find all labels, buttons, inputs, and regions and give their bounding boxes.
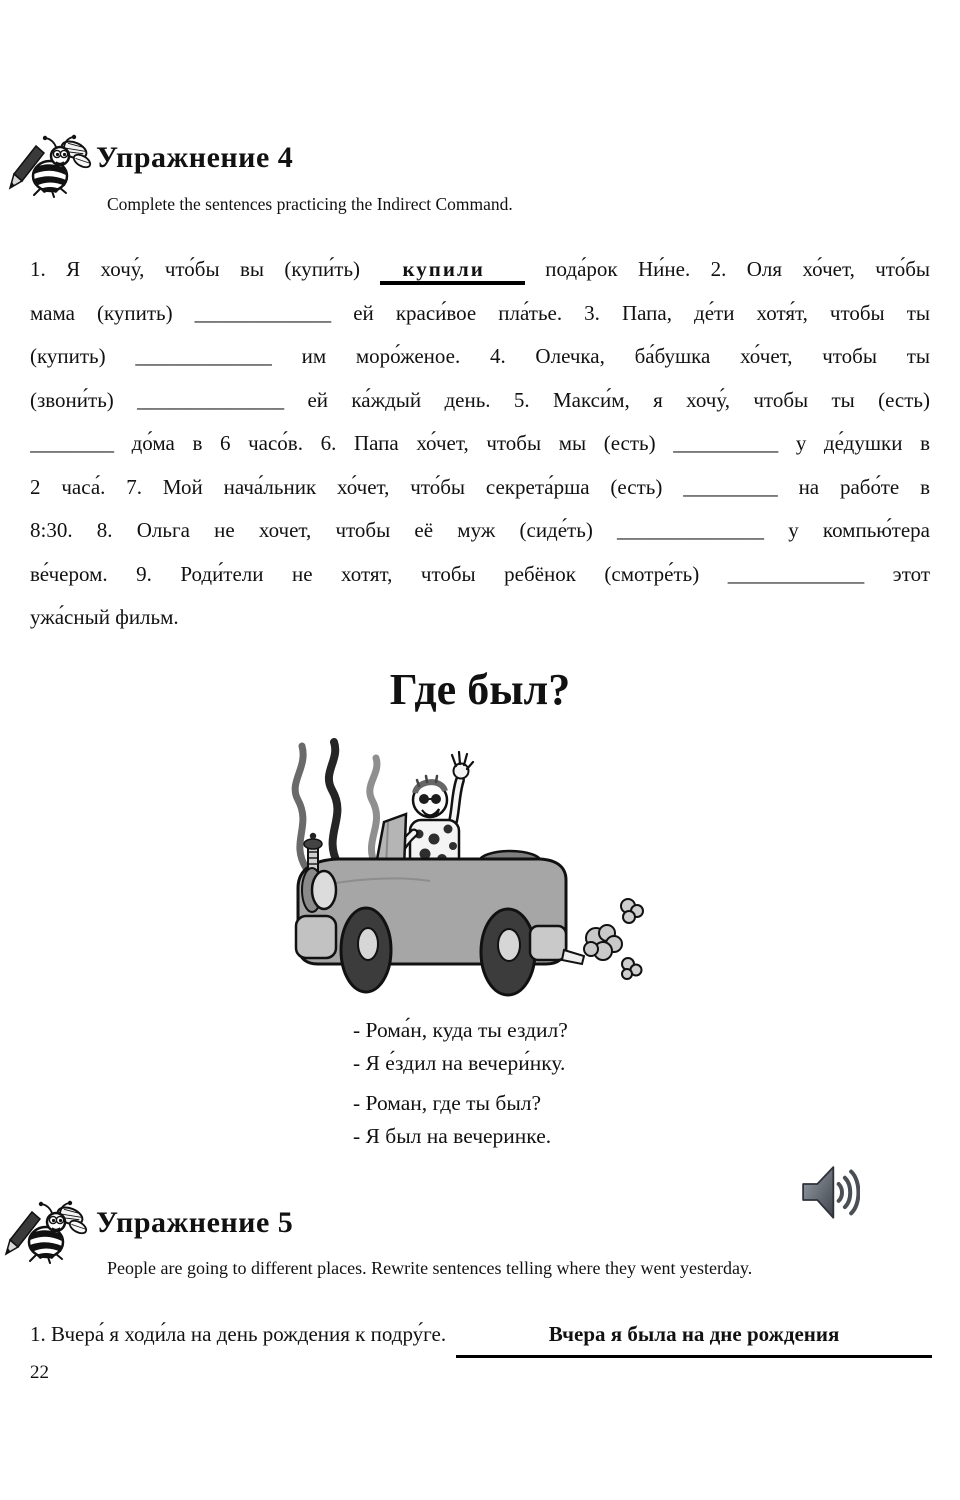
exercise4-text-line: (купить) _____________ им моро́женое. 4. Олечка, ба́бушка хо́чет, чтобы ты — [30, 344, 930, 368]
sentence-text: 1. Я хочу́, что́бы вы (купи́ть) — [30, 257, 361, 281]
convertible-car-driver-illustration — [278, 738, 663, 1008]
exercise4-text-line: ________ до́ма в 6 часо́в. 6. Папа хо́чет, чтобы мы (есть) __________ у де́душки в — [30, 431, 930, 455]
dialogue-line: - Роман, где ты был? — [353, 1091, 542, 1115]
bee-pencil-icon — [8, 134, 92, 198]
sentence-text: пода́рок Ни́не. 2. Оля хо́чет, что́бы — [545, 257, 930, 281]
exercise4-text-line — [30, 248, 930, 292]
section-title: Где был? — [389, 665, 571, 714]
bee-pencil-icon — [4, 1200, 88, 1264]
exercise4-subtitle: Complete the sentences practicing the Indirect Command. — [107, 194, 513, 214]
exercise5-subtitle: People are going to different places. Rewrite sentences telling where they went yesterday. — [107, 1258, 753, 1278]
exercise4-answer-filled: купили — [380, 257, 524, 285]
exercise4-text-line: (звони́ть) ______________ ей ка́ждый день. 5. Макси́м, я хочу́, чтобы ты (есть) — [30, 387, 930, 412]
exercise4-text-line: 8:30. 8. Ольга не хочет, чтобы её муж (сиде́ть) ______________ у компью́тера — [30, 518, 930, 542]
page-number: 22 — [30, 1362, 49, 1383]
exercise5-item — [30, 1316, 932, 1358]
exercise4-title: Упражнение 4 — [96, 141, 294, 174]
dialogue-line: - Я е́здил на вечери́нку. — [353, 1051, 566, 1075]
exercise4-text-line: мама (купить) _____________ ей краси́вое пла́тье. 3. Папа, де́ти хотя́т, чтобы ты — [30, 300, 930, 325]
exercise5-question: 1. Вчера́ я ходи́ла на день рождения к подру́ге. — [30, 1322, 447, 1346]
exercise4-text-line: ве́чером. 9. Роди́тели не хотят, чтобы ребёнок (смотре́ть) _____________ этот — [30, 561, 930, 586]
exercise5-title: Упражнение 5 — [96, 1206, 294, 1239]
exercise5-answer-filled: Вчера я была на дне рождения — [456, 1316, 932, 1358]
exercise4-paragraph — [30, 248, 930, 640]
exercise4-text-line: ужа́сный фильм. — [30, 605, 179, 629]
dialogue-line: - Я был на вечеринке. — [353, 1124, 552, 1148]
dialogue-block — [353, 1014, 568, 1153]
exercise4-text-line: 2 часа́. 7. Мой нача́льник хо́чет, что́бы секрета́рша (есть) _________ на рабо́те в — [30, 474, 930, 499]
dialogue-line: - Рома́н, куда ты ездил? — [353, 1018, 568, 1042]
speaker-icon[interactable] — [796, 1158, 860, 1226]
